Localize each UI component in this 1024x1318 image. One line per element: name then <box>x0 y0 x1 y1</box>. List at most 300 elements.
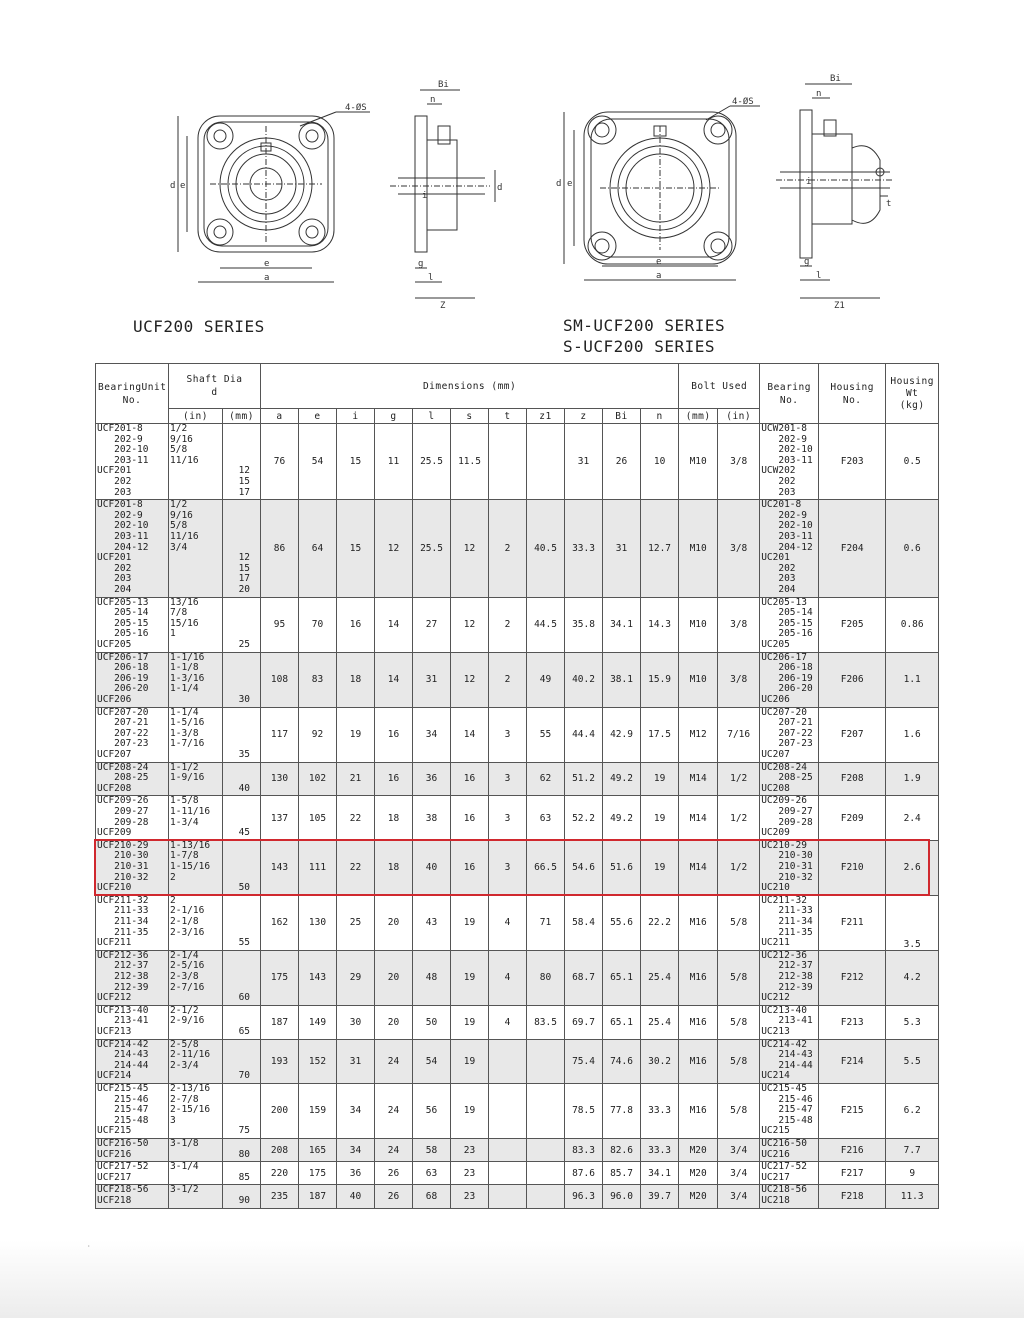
wt-cell: 0.86 <box>886 597 939 652</box>
header-z1: z1 <box>527 409 565 424</box>
inch-cell: 3-1/8 <box>169 1138 223 1161</box>
bolt-in-cell: 3/4 <box>718 1162 760 1185</box>
header-housing-no: Housing No. <box>819 364 886 424</box>
l-cell: 25.5 <box>413 424 451 500</box>
z-cell: 83.3 <box>565 1138 603 1161</box>
bearing-cell: UCW201-8 202-9 202-10 203-11 UCW202 202 203 <box>760 424 819 500</box>
t-cell: 4 <box>489 950 527 1005</box>
bolt-mm-cell: M20 <box>679 1138 718 1161</box>
ucf-hole-label: 4-ØS <box>345 103 367 113</box>
unit-cell: UCF213-40 213-41 UCF213 <box>96 1005 169 1039</box>
unit-cell: UCF209-26 209-27 209-28 UCF209 <box>96 796 169 840</box>
sm-n-label: n <box>816 89 822 99</box>
mm-cell: 90 <box>223 1185 261 1208</box>
bolt-in-cell: 5/8 <box>718 1083 760 1138</box>
g-cell: 14 <box>375 652 413 707</box>
table-row <box>96 652 939 707</box>
i-cell: 36 <box>337 1162 375 1185</box>
housing-cell: F206 <box>819 652 886 707</box>
l-cell: 50 <box>413 1005 451 1039</box>
t-cell: 3 <box>489 707 527 762</box>
footer-mark: · <box>87 1243 91 1250</box>
a-cell: 95 <box>261 597 299 652</box>
a-cell: 235 <box>261 1185 299 1208</box>
bearing-cell: UC205-13 205-14 205-15 205-16 UC205 <box>760 597 819 652</box>
a-cell: 220 <box>261 1162 299 1185</box>
z-cell: 68.7 <box>565 950 603 1005</box>
table-row <box>96 1083 939 1138</box>
z1-cell <box>527 1185 565 1208</box>
mm-cell: 85 <box>223 1162 261 1185</box>
g-cell: 18 <box>375 840 413 895</box>
n-cell: 17.5 <box>641 707 679 762</box>
e-cell: 111 <box>299 840 337 895</box>
ucf-i-label: i <box>422 191 428 201</box>
i-cell: 25 <box>337 895 375 950</box>
header-z: z <box>565 409 603 424</box>
z-cell: 87.6 <box>565 1162 603 1185</box>
bearing-cell: UC213-40 213-41 UC213 <box>760 1005 819 1039</box>
sm-e-bottom-label: e <box>656 257 662 267</box>
n-cell: 19 <box>641 796 679 840</box>
bi-cell: 77.8 <box>603 1083 641 1138</box>
z-cell: 78.5 <box>565 1083 603 1138</box>
inch-cell: 2 2-1/16 2-1/8 2-3/16 <box>169 895 223 950</box>
z1-cell: 83.5 <box>527 1005 565 1039</box>
a-cell: 86 <box>261 500 299 597</box>
sm-t-label: t <box>886 199 892 209</box>
unit-cell: UCF205-13 205-14 205-15 205-16 UCF205 <box>96 597 169 652</box>
table-row <box>96 840 939 895</box>
housing-cell: F203 <box>819 424 886 500</box>
g-cell: 18 <box>375 796 413 840</box>
bolt-in-cell: 1/2 <box>718 840 760 895</box>
sm-hole-label: 4-ØS <box>732 97 754 107</box>
mm-cell: 50 <box>223 840 261 895</box>
z1-cell: 80 <box>527 950 565 1005</box>
mm-cell: 60 <box>223 950 261 1005</box>
bearing-cell: UC208-24 208-25 UC208 <box>760 762 819 796</box>
header-dimensions: Dimensions (mm) <box>261 364 679 409</box>
inch-cell: 1-1/4 1-5/16 1-3/8 1-7/16 <box>169 707 223 762</box>
t-cell <box>489 1185 527 1208</box>
sm-z1-label: Z1 <box>834 301 845 311</box>
z-cell: 44.4 <box>565 707 603 762</box>
a-cell: 143 <box>261 840 299 895</box>
z-cell: 58.4 <box>565 895 603 950</box>
inch-cell: 3-1/2 <box>169 1185 223 1208</box>
wt-cell: 5.3 <box>886 1005 939 1039</box>
inch-cell: 1-13/16 1-7/8 1-15/16 2 <box>169 840 223 895</box>
table-row <box>96 500 939 597</box>
sm-bi-label: Bi <box>830 74 841 84</box>
unit-cell: UCF218-56 UCF218 <box>96 1185 169 1208</box>
a-cell: 130 <box>261 762 299 796</box>
s-cell: 14 <box>451 707 489 762</box>
bolt-mm-cell: M16 <box>679 895 718 950</box>
t-cell <box>489 424 527 500</box>
bolt-mm-cell: M14 <box>679 762 718 796</box>
l-cell: 40 <box>413 840 451 895</box>
i-cell: 30 <box>337 1005 375 1039</box>
header-a: a <box>261 409 299 424</box>
inch-cell: 2-13/16 2-7/8 2-15/16 3 <box>169 1083 223 1138</box>
l-cell: 31 <box>413 652 451 707</box>
e-cell: 92 <box>299 707 337 762</box>
l-cell: 68 <box>413 1185 451 1208</box>
n-cell: 10 <box>641 424 679 500</box>
mm-cell: 35 <box>223 707 261 762</box>
mm-cell: 45 <box>223 796 261 840</box>
i-cell: 29 <box>337 950 375 1005</box>
s-cell: 11.5 <box>451 424 489 500</box>
housing-cell: F208 <box>819 762 886 796</box>
a-cell: 137 <box>261 796 299 840</box>
n-cell: 19 <box>641 762 679 796</box>
mm-cell: 30 <box>223 652 261 707</box>
s-cell: 19 <box>451 1039 489 1083</box>
a-cell: 200 <box>261 1083 299 1138</box>
e-cell: 165 <box>299 1138 337 1161</box>
table-row <box>96 424 939 500</box>
unit-cell: UCF212-36 212-37 212-38 212-39 UCF212 <box>96 950 169 1005</box>
bearing-cell: UC209-26 209-27 209-28 UC209 <box>760 796 819 840</box>
i-cell: 21 <box>337 762 375 796</box>
sm-i-label: i <box>806 177 812 187</box>
i-cell: 15 <box>337 500 375 597</box>
bi-cell: 26 <box>603 424 641 500</box>
inch-cell: 2-5/8 2-11/16 2-3/4 <box>169 1039 223 1083</box>
mm-cell: 75 <box>223 1083 261 1138</box>
s-cell: 12 <box>451 597 489 652</box>
bolt-mm-cell: M16 <box>679 1039 718 1083</box>
bi-cell: 96.0 <box>603 1185 641 1208</box>
table-row <box>96 950 939 1005</box>
bolt-mm-cell: M20 <box>679 1162 718 1185</box>
t-cell: 4 <box>489 1005 527 1039</box>
table-row <box>96 1162 939 1185</box>
s-cell: 23 <box>451 1162 489 1185</box>
n-cell: 34.1 <box>641 1162 679 1185</box>
t-cell <box>489 1083 527 1138</box>
housing-cell: F205 <box>819 597 886 652</box>
z-cell: 69.7 <box>565 1005 603 1039</box>
footer-band <box>0 1240 1024 1318</box>
s-cell: 23 <box>451 1185 489 1208</box>
inch-cell: 3-1/4 <box>169 1162 223 1185</box>
z-cell: 35.8 <box>565 597 603 652</box>
inch-cell: 1/2 9/16 5/8 11/16 3/4 <box>169 500 223 597</box>
z-cell: 40.2 <box>565 652 603 707</box>
t-cell <box>489 1138 527 1161</box>
technical-drawings <box>140 70 900 330</box>
a-cell: 76 <box>261 424 299 500</box>
header-bi: Bi <box>603 409 641 424</box>
header-mm: (mm) <box>223 409 261 424</box>
n-cell: 39.7 <box>641 1185 679 1208</box>
g-cell: 24 <box>375 1039 413 1083</box>
e-cell: 175 <box>299 1162 337 1185</box>
bolt-in-cell: 5/8 <box>718 895 760 950</box>
g-cell: 16 <box>375 762 413 796</box>
z1-cell: 71 <box>527 895 565 950</box>
wt-cell: 1.6 <box>886 707 939 762</box>
i-cell: 18 <box>337 652 375 707</box>
n-cell: 15.9 <box>641 652 679 707</box>
g-cell: 11 <box>375 424 413 500</box>
header-bolt-mm: (mm) <box>679 409 718 424</box>
e-cell: 105 <box>299 796 337 840</box>
unit-cell: UCF201-8 202-9 202-10 203-11 204-12 UCF201 202 203 204 <box>96 500 169 597</box>
bolt-in-cell: 5/8 <box>718 1005 760 1039</box>
ucf-bi-label: Bi <box>438 80 449 90</box>
n-cell: 22.2 <box>641 895 679 950</box>
t-cell: 2 <box>489 652 527 707</box>
wt-cell: 11.3 <box>886 1185 939 1208</box>
i-cell: 15 <box>337 424 375 500</box>
header-shaft-dia: Shaft Dia d <box>169 364 261 409</box>
wt-cell: 0.5 <box>886 424 939 500</box>
bearing-cell: UC212-36 212-37 212-38 212-39 UC212 <box>760 950 819 1005</box>
z1-cell: 63 <box>527 796 565 840</box>
bolt-in-cell: 3/8 <box>718 597 760 652</box>
s-cell: 23 <box>451 1138 489 1161</box>
inch-cell: 2-1/2 2-9/16 <box>169 1005 223 1039</box>
unit-cell: UCF208-24 208-25 UCF208 <box>96 762 169 796</box>
a-cell: 162 <box>261 895 299 950</box>
bearing-cell: UC207-20 207-21 207-22 207-23 UC207 <box>760 707 819 762</box>
housing-cell: F214 <box>819 1039 886 1083</box>
t-cell: 4 <box>489 895 527 950</box>
bi-cell: 82.6 <box>603 1138 641 1161</box>
bi-cell: 74.6 <box>603 1039 641 1083</box>
wt-cell: 3.5 <box>886 895 939 950</box>
n-cell: 19 <box>641 840 679 895</box>
z1-cell <box>527 424 565 500</box>
s-cell: 19 <box>451 1083 489 1138</box>
l-cell: 63 <box>413 1162 451 1185</box>
l-cell: 58 <box>413 1138 451 1161</box>
inch-cell: 1-1/2 1-9/16 <box>169 762 223 796</box>
e-cell: 159 <box>299 1083 337 1138</box>
ucf-d-label: d <box>170 181 176 191</box>
mm-cell: 12 15 17 20 <box>223 500 261 597</box>
unit-cell: UCF206-17 206-18 206-19 206-20 UCF206 <box>96 652 169 707</box>
sm-g-label: g <box>804 257 810 267</box>
bolt-mm-cell: M20 <box>679 1185 718 1208</box>
table-row <box>96 1138 939 1161</box>
i-cell: 16 <box>337 597 375 652</box>
bi-cell: 85.7 <box>603 1162 641 1185</box>
housing-cell: F211 <box>819 895 886 950</box>
mm-cell: 70 <box>223 1039 261 1083</box>
table-row <box>96 597 939 652</box>
bolt-in-cell: 3/8 <box>718 652 760 707</box>
e-cell: 130 <box>299 895 337 950</box>
t-cell: 2 <box>489 597 527 652</box>
ucf-n-label: n <box>430 95 436 105</box>
t-cell <box>489 1162 527 1185</box>
housing-cell: F207 <box>819 707 886 762</box>
g-cell: 14 <box>375 597 413 652</box>
l-cell: 34 <box>413 707 451 762</box>
unit-cell: UCF214-42 214-43 214-44 UCF214 <box>96 1039 169 1083</box>
housing-cell: F204 <box>819 500 886 597</box>
s-cell: 12 <box>451 652 489 707</box>
header-bolt-in: (in) <box>718 409 760 424</box>
bearing-cell: UC215-45 215-46 215-47 215-48 UC215 <box>760 1083 819 1138</box>
s-cell: 16 <box>451 762 489 796</box>
a-cell: 175 <box>261 950 299 1005</box>
bearing-cell: UC201-8 202-9 202-10 203-11 204-12 UC201 202 203 204 <box>760 500 819 597</box>
e-cell: 54 <box>299 424 337 500</box>
bolt-in-cell: 3/8 <box>718 424 760 500</box>
bolt-mm-cell: M10 <box>679 597 718 652</box>
bearing-cell: UC216-50 UC216 <box>760 1138 819 1161</box>
z-cell: 51.2 <box>565 762 603 796</box>
z1-cell <box>527 1083 565 1138</box>
n-cell: 12.7 <box>641 500 679 597</box>
wt-cell: 0.6 <box>886 500 939 597</box>
s-series-title: S-UCF200 SERIES <box>563 337 715 356</box>
housing-cell: F210 <box>819 840 886 895</box>
bi-cell: 31 <box>603 500 641 597</box>
table-row <box>96 707 939 762</box>
wt-cell: 4.2 <box>886 950 939 1005</box>
e-cell: 152 <box>299 1039 337 1083</box>
n-cell: 30.2 <box>641 1039 679 1083</box>
z1-cell <box>527 1138 565 1161</box>
g-cell: 12 <box>375 500 413 597</box>
z-cell: 75.4 <box>565 1039 603 1083</box>
wt-cell: 9 <box>886 1162 939 1185</box>
e-cell: 83 <box>299 652 337 707</box>
bi-cell: 42.9 <box>603 707 641 762</box>
e-cell: 143 <box>299 950 337 1005</box>
header-l: l <box>413 409 451 424</box>
table-row <box>96 1185 939 1208</box>
a-cell: 208 <box>261 1138 299 1161</box>
l-cell: 25.5 <box>413 500 451 597</box>
n-cell: 33.3 <box>641 1138 679 1161</box>
a-cell: 108 <box>261 652 299 707</box>
table-row <box>96 762 939 796</box>
inch-cell: 1-5/8 1-11/16 1-3/4 <box>169 796 223 840</box>
header-g: g <box>375 409 413 424</box>
housing-cell: F213 <box>819 1005 886 1039</box>
s-cell: 19 <box>451 895 489 950</box>
g-cell: 20 <box>375 950 413 1005</box>
wt-cell: 6.2 <box>886 1083 939 1138</box>
sm-l-label: l <box>816 271 822 281</box>
bearing-cell: UC217-52 UC217 <box>760 1162 819 1185</box>
inch-cell: 1/2 9/16 5/8 11/16 <box>169 424 223 500</box>
ucf-e-bottom-label: e <box>264 259 270 269</box>
bolt-in-cell: 3/8 <box>718 500 760 597</box>
header-housing-wt: Housing Wt (kg) <box>886 364 939 424</box>
ucf-side-view <box>390 90 495 298</box>
ucf-z-label: Z <box>440 301 446 311</box>
header-bearing-no: Bearing No. <box>760 364 819 424</box>
l-cell: 48 <box>413 950 451 1005</box>
e-cell: 187 <box>299 1185 337 1208</box>
g-cell: 20 <box>375 1005 413 1039</box>
wt-cell: 2.6 <box>886 840 939 895</box>
z1-cell: 44.5 <box>527 597 565 652</box>
bolt-mm-cell: M12 <box>679 707 718 762</box>
housing-cell: F218 <box>819 1185 886 1208</box>
bi-cell: 55.6 <box>603 895 641 950</box>
ucf-l-label: l <box>428 273 434 283</box>
header-n: n <box>641 409 679 424</box>
bolt-mm-cell: M16 <box>679 1083 718 1138</box>
a-cell: 193 <box>261 1039 299 1083</box>
z-cell: 96.3 <box>565 1185 603 1208</box>
sm-d-label: d <box>556 179 562 189</box>
g-cell: 24 <box>375 1083 413 1138</box>
mm-cell: 12 15 17 <box>223 424 261 500</box>
g-cell: 20 <box>375 895 413 950</box>
i-cell: 34 <box>337 1138 375 1161</box>
z-cell: 33.3 <box>565 500 603 597</box>
s-cell: 12 <box>451 500 489 597</box>
bolt-in-cell: 3/4 <box>718 1138 760 1161</box>
t-cell: 2 <box>489 500 527 597</box>
sm-e-side-label: e <box>567 179 573 189</box>
e-cell: 70 <box>299 597 337 652</box>
bolt-mm-cell: M16 <box>679 1005 718 1039</box>
i-cell: 22 <box>337 840 375 895</box>
s-cell: 19 <box>451 1005 489 1039</box>
table-row <box>96 1005 939 1039</box>
e-cell: 149 <box>299 1005 337 1039</box>
z-cell: 31 <box>565 424 603 500</box>
bi-cell: 34.1 <box>603 597 641 652</box>
l-cell: 27 <box>413 597 451 652</box>
housing-cell: F212 <box>819 950 886 1005</box>
bolt-in-cell: 1/2 <box>718 796 760 840</box>
t-cell: 3 <box>489 762 527 796</box>
l-cell: 36 <box>413 762 451 796</box>
z-cell: 52.2 <box>565 796 603 840</box>
mm-cell: 25 <box>223 597 261 652</box>
bolt-in-cell: 7/16 <box>718 707 760 762</box>
z1-cell: 62 <box>527 762 565 796</box>
unit-cell: UCF216-50 UCF216 <box>96 1138 169 1161</box>
z1-cell: 49 <box>527 652 565 707</box>
table-row <box>96 1039 939 1083</box>
bolt-mm-cell: M10 <box>679 652 718 707</box>
sm-a-bottom-label: a <box>656 271 662 281</box>
bolt-in-cell: 5/8 <box>718 1039 760 1083</box>
i-cell: 31 <box>337 1039 375 1083</box>
mm-cell: 65 <box>223 1005 261 1039</box>
header-t: t <box>489 409 527 424</box>
ucf-e-side-label: e <box>180 181 186 191</box>
wt-cell: 1.1 <box>886 652 939 707</box>
wt-cell: 5.5 <box>886 1039 939 1083</box>
g-cell: 24 <box>375 1138 413 1161</box>
bi-cell: 65.1 <box>603 1005 641 1039</box>
s-cell: 16 <box>451 796 489 840</box>
bearing-cell: UC211-32 211-33 211-34 211-35 UC211 <box>760 895 819 950</box>
unit-cell: UCF207-20 207-21 207-22 207-23 UCF207 <box>96 707 169 762</box>
z1-cell: 55 <box>527 707 565 762</box>
mm-cell: 40 <box>223 762 261 796</box>
bearing-cell: UC206-17 206-18 206-19 206-20 UC206 <box>760 652 819 707</box>
sm-side-view <box>776 84 892 298</box>
unit-cell: UCF201-8 202-9 202-10 203-11 UCF201 202 203 <box>96 424 169 500</box>
